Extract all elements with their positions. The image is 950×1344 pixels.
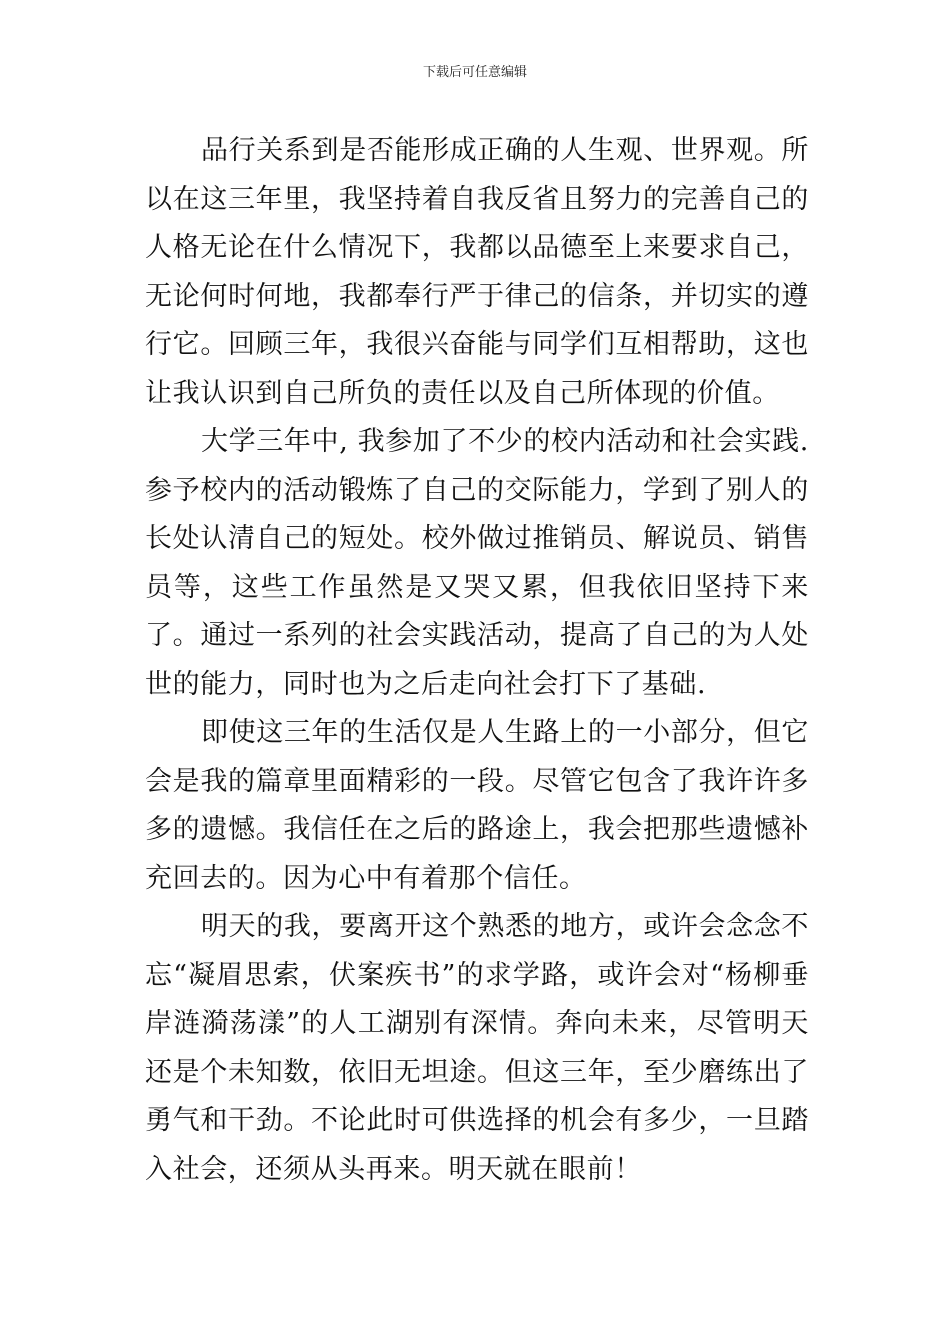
paragraph-activities: 大学三年中, 我参加了不少的校内活动和社会实践. 参予校内的活动锻炼了自己的交际能力，学到了别人的长处认清自己的短处。校外做过推销员、解说员、销售员等，这些工作虽然是又哭又累，但我依旧坚持下来了。通过一系列的社会实践活动，提高了自己的为人处世的能力，同时也为之后走向社会打下了基础.: [145, 426, 809, 700]
document-body: [145, 127, 809, 1194]
paragraph-character: 品行关系到是否能形成正确的人生观、世界观。所以在这三年里，我坚持着自我反省且努力的完善自己的人格无论在什么情况下，我都以品德至上来要求自己，无论何时何地，我都奉行严于律己的信条，并切实的遵行它。回顾三年，我很兴奋能与同学们互相帮助，这也让我认识到自己所负的责任以及自己所体现的价值。: [145, 135, 809, 409]
paragraph-tomorrow: 明天的我，要离开这个熟悉的地方，或许会念念不忘“凝眉思索，伏案疾书”的求学路，或许会对“杨柳垂岸涟漪荡漾”的人工湖别有深情。奔向未来，尽管明天还是个未知数，依旧无坦途。但这三年，至少磨练出了勇气和干劲。不论此时可供选择的机会有多少，一旦踏入社会，还须从头再来。明天就在眼前！: [145, 911, 809, 1185]
paragraph-regrets: 即使这三年的生活仅是人生路上的一小部分，但它会是我的篇章里面精彩的一段。尽管它包含了我许许多多的遗憾。我信任在之后的路途上，我会把那些遗憾补充回去的。因为心中有着那个信任。: [145, 717, 809, 894]
page-header-note: 下载后可任意编辑: [422, 65, 527, 80]
